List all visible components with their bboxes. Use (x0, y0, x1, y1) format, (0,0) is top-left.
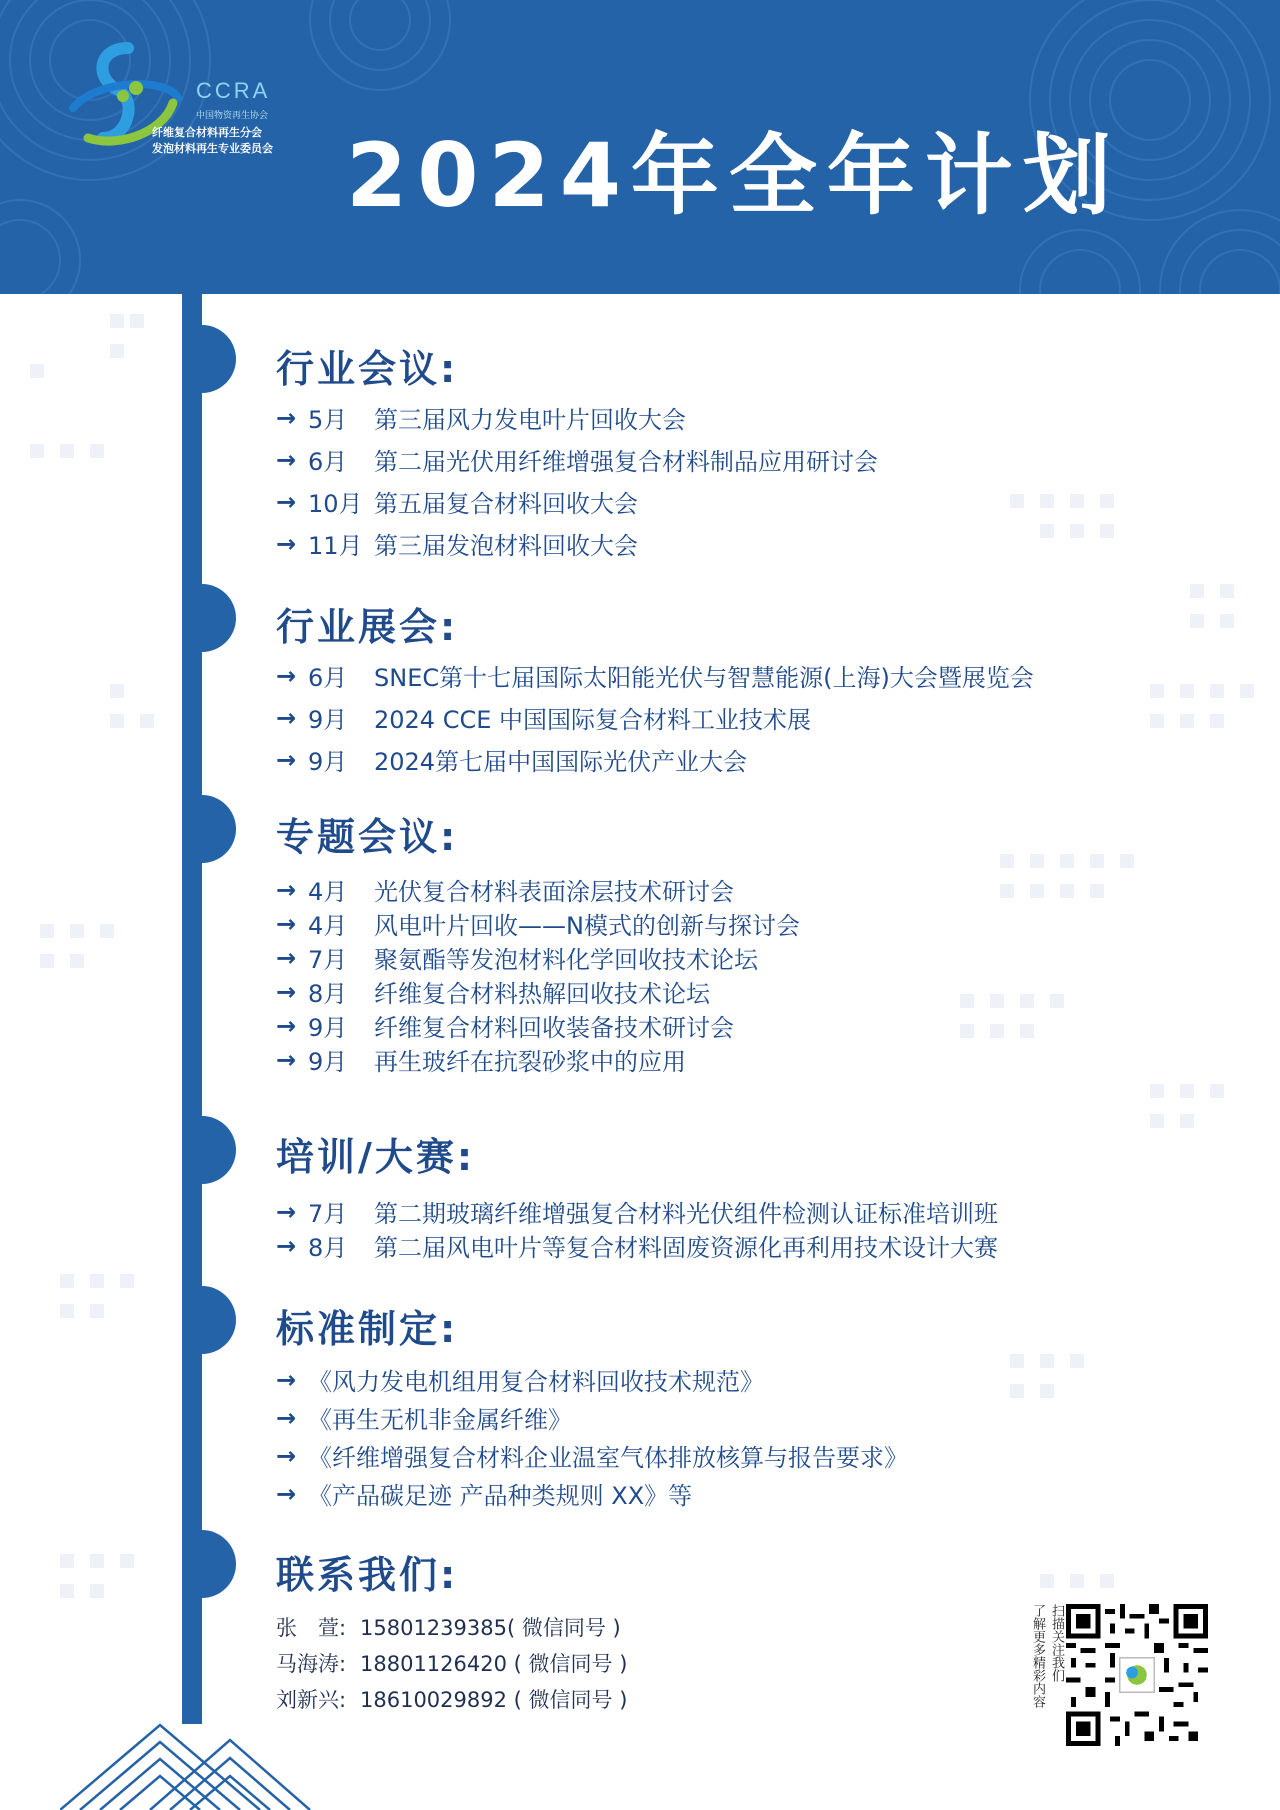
arrow-right-icon: → (276, 943, 297, 972)
arrow-right-icon: → (276, 1365, 297, 1394)
logo-abbr: CCRA (196, 78, 271, 103)
mountain-decoration-icon (60, 1710, 330, 1810)
section-title-industry-exhibitions: 行业展会: (276, 605, 459, 649)
header-banner (0, 0, 1280, 294)
list-item: → 9月 2024第七届中国国际光伏产业大会 (276, 745, 748, 776)
arrow-right-icon: → (276, 1045, 297, 1074)
logo-org: 中国物资再生协会 (196, 111, 269, 121)
list-item: → 8月 第二届风电叶片等复合材料固废资源化再利用技术设计大赛 (276, 1231, 998, 1262)
arrow-right-icon: → (276, 1441, 297, 1470)
list-item: → 9月 纤维复合材料回收装备技术研讨会 (276, 1011, 734, 1042)
list-item: → 5月 第三届风力发电叶片回收大会 (276, 403, 686, 434)
timeline-bar (182, 294, 202, 1724)
arrow-right-icon: → (276, 487, 297, 516)
arrow-right-icon: → (276, 1403, 297, 1432)
section-title-topic-conferences: 专题会议: (276, 815, 459, 859)
arrow-right-icon: → (276, 445, 297, 474)
arrow-right-icon: → (276, 403, 297, 432)
section-title-industry-conferences: 行业会议: (276, 347, 459, 391)
arrow-right-icon: → (276, 661, 297, 690)
logo-branch1: 纤维复合材料再生分会 (152, 126, 262, 139)
list-item: → 6月 SNEC第十七届国际太阳能光伏与智慧能源(上海)大会暨展览会 (276, 661, 1034, 692)
section-title-contact-us: 联系我们: (276, 1553, 459, 1597)
section-title-standards: 标准制定: (276, 1307, 459, 1351)
list-item: → 11月 第三届发泡材料回收大会 (276, 529, 638, 560)
arrow-right-icon: → (276, 1011, 297, 1040)
list-item: → 8月 纤维复合材料热解回收技术论坛 (276, 977, 710, 1008)
contact-row: 马海涛: 18801126420 ( 微信同号 ) (276, 1652, 628, 1676)
list-item: → 7月 第二期玻璃纤维增强复合材料光伏组件检测认证标准培训班 (276, 1197, 998, 1228)
arrow-right-icon: → (276, 875, 297, 904)
arrow-right-icon: → (276, 977, 297, 1006)
list-item: → 4月 风电叶片回收——N模式的创新与探讨会 (276, 909, 800, 940)
list-item: → 《产品碳足迹 产品种类规则 XX》等 (276, 1479, 693, 1510)
list-item: → 6月 第二届光伏用纤维增强复合材料制品应用研讨会 (276, 445, 878, 476)
arrow-right-icon: → (276, 1231, 297, 1260)
section-title-training-competitions: 培训/大赛: (276, 1135, 476, 1179)
arrow-right-icon: → (276, 529, 297, 558)
list-item: → 《纤维增强复合材料企业温室气体排放核算与报告要求》 (276, 1441, 908, 1472)
logo-branch2: 发泡材料再生专业委员会 (152, 142, 273, 155)
list-item: → 7月 聚氨酯等发泡材料化学回收技术论坛 (276, 943, 758, 974)
arrow-right-icon: → (276, 745, 297, 774)
list-item: → 9月 2024 CCE 中国国际复合材料工业技术展 (276, 703, 812, 734)
ccra-logo (58, 38, 298, 158)
list-item: → 《再生无机非金属纤维》 (276, 1403, 572, 1434)
page-title: 2024年全年计划 (346, 124, 1121, 227)
list-item: → 4月 光伏复合材料表面涂层技术研讨会 (276, 875, 734, 906)
contact-row: 张 萱: 15801239385( 微信同号 ) (276, 1616, 621, 1640)
qr-code-icon[interactable] (1066, 1604, 1208, 1746)
qr-caption: 扫描关注我们 了解更多精彩内容 (1030, 1604, 1064, 1708)
arrow-right-icon: → (276, 909, 297, 938)
arrow-right-icon: → (276, 1479, 297, 1508)
list-item: → 9月 再生玻纤在抗裂砂浆中的应用 (276, 1045, 686, 1076)
list-item: → 10月 第五届复合材料回收大会 (276, 487, 638, 518)
arrow-right-icon: → (276, 1197, 297, 1226)
list-item: → 《风力发电机组用复合材料回收技术规范》 (276, 1365, 764, 1396)
arrow-right-icon: → (276, 703, 297, 732)
contact-row: 刘新兴: 18610029892 ( 微信同号 ) (276, 1688, 628, 1712)
